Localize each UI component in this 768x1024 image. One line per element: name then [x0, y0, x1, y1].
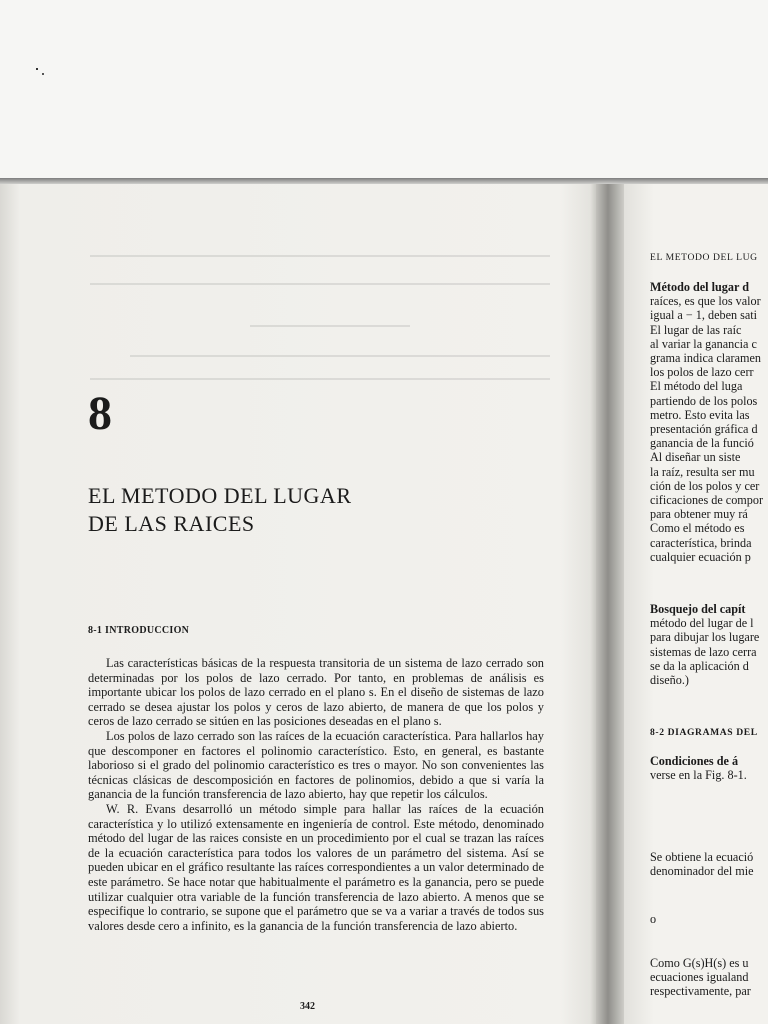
chapter-title-line: DE LAS RAICES	[88, 511, 255, 536]
text-line: denominador del mie	[650, 864, 754, 879]
paragraph: W. R. Evans desarrolló un método simple para hallar las raíces de la ecuación característica y lo utilizó extensamente en ingeniería de control. Este método, denominado método del lugar de las raices consiste en un procedimiento por el cual se trazan las raíces de la ecuación característica para todos los valores de un parámetro del sistema. Así se pueden ubicar en el gráfico resultante las raíces correspondientes a un valor determinado de este parámetro. Se hace notar que habitualmente el parámetro es la ganancia, pero se puede utilizar cualquier otra variable de la función transferencia de lazo abierto. A menos que se especifique lo contrario, se supone que el parámetro que se va a variar a través de todos sus valores desde cero a infinito, es la ganancia de la función transferencia de lazo abierto.	[88, 801, 544, 933]
text-line: para dibujar los lugare	[650, 630, 760, 645]
chapter-title-line: EL METODO DEL LUGAR	[88, 483, 352, 508]
text-line: ganancia de la funció	[650, 436, 754, 451]
body-text	[88, 656, 544, 933]
text-line: ecuaciones igualand	[650, 970, 749, 985]
text-line: igual a − 1, deben sati	[650, 308, 758, 323]
text-line: cificaciones de compor	[650, 493, 764, 508]
running-header: EL METODO DEL LUG	[650, 252, 758, 263]
text-line: se da la aplicación d	[650, 658, 749, 673]
text-line: El lugar de las raíc	[650, 322, 742, 337]
text-line: El método del luga	[650, 379, 743, 394]
right-section-heading: 8-2 DIAGRAMAS DEL	[650, 727, 758, 738]
run-in-heading: Condiciones de á	[650, 754, 739, 768]
scan-speck	[42, 73, 44, 75]
show-through-line	[90, 283, 550, 285]
show-through-line	[90, 255, 550, 257]
text-line: metro. Esto evita las	[650, 407, 750, 422]
text-line: cualquier ecuación p	[650, 549, 751, 564]
text-line	[650, 754, 768, 768]
right-block-1	[650, 280, 768, 564]
right-block-2	[650, 602, 768, 687]
text-line: método del lugar de l	[650, 616, 754, 631]
right-block-4	[650, 850, 768, 878]
text-line: la raíz, resulta ser mu	[650, 464, 755, 479]
text-line: los polos de lazo cerr	[650, 365, 754, 380]
text-line: diseño.)	[650, 673, 689, 688]
text-line: raíces, es que los valor	[650, 294, 761, 309]
paragraph: Los polos de lazo cerrado son las raíces de la ecuación característica. Para hallarlos hay que descomponer en factores el polinomio característico. Esto, en general, es bastante laborioso si el grado del polinomio característico es tres o mayor. No son convenientes las técnicas clásicas de descomposición en factores de polinomios, debido a que si varía la ganancia de la función transferencia de lazo abierto, hay que repetir los cálculos.	[88, 728, 544, 802]
paragraph: Las características básicas de la respuesta transitoria de un sistema de lazo cerrado son determinadas por los polos de lazo cerrado. Por tanto, en problemas de análisis es importante ubicar los polos de lazo cerrado en el plano s. En el diseño de sistemas de lazo cerrado se desea ajustar los polos y ceros de lazo abierto, de manera de que los polos y ceros de lazo cerrado se sitúen en las posiciones deseadas en el plano s.	[88, 656, 544, 729]
scan-speck	[36, 68, 38, 70]
text-line: para obtener muy rá	[650, 507, 748, 522]
text-line: Como G(s)H(s) es u	[650, 956, 749, 970]
text-line: verse en la Fig. 8-1.	[650, 768, 747, 783]
text-line: ción de los polos y cer	[650, 478, 760, 493]
run-in-heading: Bosquejo del capít	[650, 602, 746, 616]
section-heading: 8-1 INTRODUCCION	[88, 625, 190, 636]
blank-top-area	[0, 0, 768, 182]
text-line: sistemas de lazo cerra	[650, 644, 757, 659]
text-line: característica, brinda	[650, 535, 752, 550]
show-through-line	[90, 378, 550, 380]
run-in-heading: Método del lugar d	[650, 280, 749, 294]
chapter-number: 8	[88, 387, 112, 440]
or-word: o	[650, 912, 657, 926]
book-gutter	[596, 184, 626, 1024]
right-block-5	[650, 956, 768, 999]
text-line: Se obtiene la ecuació	[650, 850, 754, 864]
text-line: grama indica claramen	[650, 351, 761, 366]
text-line: al variar la ganancia c	[650, 336, 757, 351]
text-line	[650, 280, 768, 294]
page-number: 342	[300, 1001, 315, 1012]
text-line	[650, 602, 768, 616]
text-line: Como el método es	[650, 521, 745, 536]
right-block-3	[650, 754, 768, 782]
text-line: respectivamente, par	[650, 984, 751, 999]
text-line: Al diseñar un siste	[650, 450, 741, 465]
text-line: partiendo de los polos	[650, 393, 758, 408]
show-through-line	[130, 355, 550, 357]
show-through-line	[250, 325, 410, 327]
chapter-title	[88, 482, 352, 538]
text-line: presentación gráfica d	[650, 422, 758, 437]
